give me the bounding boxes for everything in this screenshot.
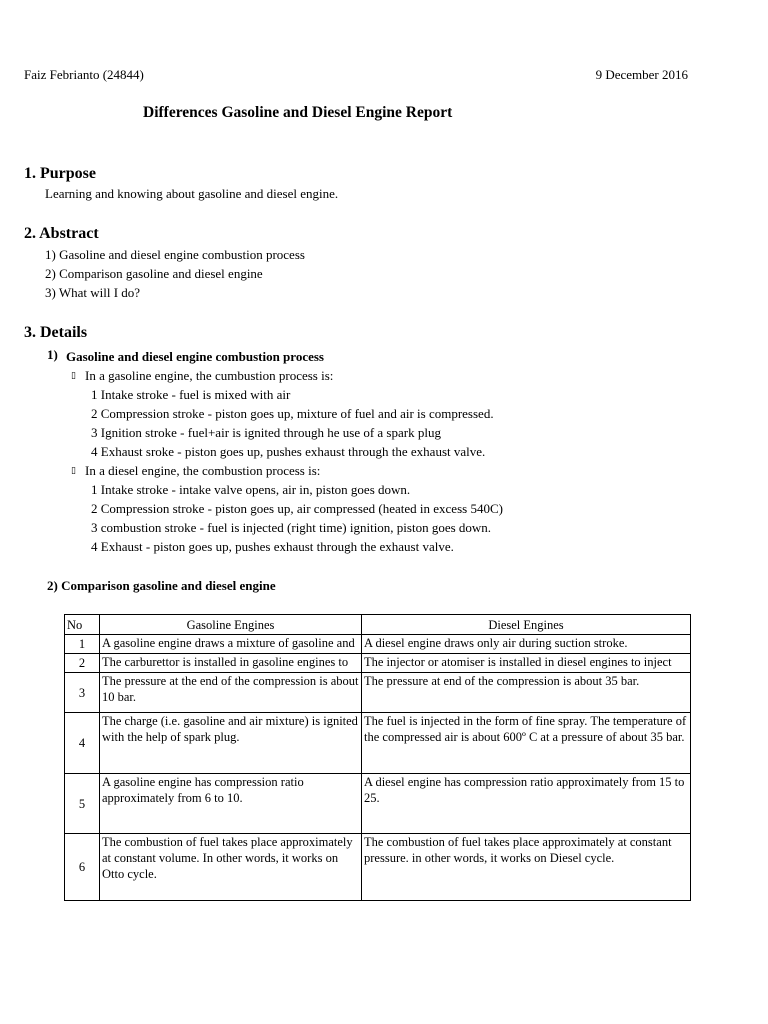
diesel-cell-text: The injector or atomiser is installed in diesel engines to inject [364, 655, 672, 669]
diesel-cell [362, 673, 691, 713]
gasoline-step: 3 Ignition stroke - fuel+air is ignited through he use of a spark plug [91, 425, 441, 440]
abstract-item: 1) Gasoline and diesel engine combustion process [45, 247, 305, 262]
gasoline-step: 2 Compression stroke - piston goes up, mixture of fuel and air is compressed. [91, 406, 494, 421]
gasoline-step: 1 Intake stroke - fuel is mixed with air [91, 387, 291, 402]
details-heading: 3. Details [24, 324, 88, 341]
table-header-row [65, 615, 691, 635]
diesel-cell-text: A diesel engine has compression ratio approximately from 15 to 25. [364, 775, 685, 805]
diesel-cell-text: The combustion of fuel takes place approximately at constant pressure. in other words, it works on Diesel cycle. [364, 835, 672, 865]
gasoline-cell [100, 673, 362, 713]
purpose-heading: 1. Purpose [24, 165, 96, 182]
gasoline-cell-text: The combustion of fuel takes place approximately at constant volume. In other words, it works on Otto cycle. [102, 835, 353, 881]
table-row [65, 654, 691, 673]
table-header-gasoline: Gasoline Engines [100, 615, 362, 635]
author-line: Faiz Febrianto (24844) [24, 67, 144, 82]
abstract-item: 3) What will I do? [45, 285, 141, 300]
row-number: 3 [65, 673, 100, 713]
row-number: 2 [65, 654, 100, 673]
gasoline-cell-text: A gasoline engine has compression ratio approximately from 6 to 10. [102, 775, 304, 805]
diesel-step: 4 Exhaust - piston goes up, pushes exhaust through the exhaust valve. [91, 539, 454, 554]
row-number: 6 [65, 834, 100, 901]
diesel-cell-text: A diesel engine draws only air during suction stroke. [364, 636, 628, 650]
row-number: 1 [65, 635, 100, 654]
gasoline-cell [100, 774, 362, 834]
diesel-cell [362, 635, 691, 654]
comparison-table [64, 614, 691, 901]
gasoline-cell [100, 635, 362, 654]
diesel-cell [362, 654, 691, 673]
bullet-icon: ▯ [71, 371, 76, 381]
table-row [65, 673, 691, 713]
table-row [65, 635, 691, 654]
gasoline-intro: In a gasoline engine, the cumbustion process is: [85, 368, 334, 383]
gasoline-cell-text: A gasoline engine draws a mixture of gasoline and [102, 636, 355, 650]
diesel-step: 1 Intake stroke - intake valve opens, air in, piston goes down. [91, 482, 411, 497]
gasoline-cell-text: The charge (i.e. gasoline and air mixture) is ignited with the help of spark plug. [102, 714, 358, 744]
diesel-cell-text: The pressure at end of the compression is about 35 bar. [364, 674, 640, 688]
subsection-number: 1) [47, 347, 58, 362]
gasoline-cell-text: The pressure at the end of the compression is about 10 bar. [102, 674, 359, 704]
bullet-icon: ▯ [71, 466, 76, 476]
diesel-step: 2 Compression stroke - piston goes up, air compressed (heated in excess 540C) [91, 501, 503, 516]
report-title: Differences Gasoline and Diesel Engine Report [143, 104, 453, 121]
diesel-cell [362, 713, 691, 774]
diesel-cell [362, 774, 691, 834]
table-row [65, 834, 691, 901]
table-row [65, 774, 691, 834]
gasoline-cell [100, 654, 362, 673]
row-number: 4 [65, 713, 100, 774]
gasoline-cell [100, 834, 362, 901]
subsection-title: Gasoline and diesel engine combustion process [66, 349, 324, 364]
diesel-cell-text: The fuel is injected in the form of fine spray. The temperature of the compressed air is about 600º C at a pressure of about 35 bar. [364, 714, 687, 744]
report-date: 9 December 2016 [595, 67, 688, 82]
purpose-text: Learning and knowing about gasoline and diesel engine. [45, 186, 339, 201]
abstract-item: 2) Comparison gasoline and diesel engine [45, 266, 263, 281]
subsection-title: 2) Comparison gasoline and diesel engine [47, 578, 276, 593]
gasoline-cell-text: The carburettor is installed in gasoline engines to [102, 655, 349, 669]
table-header-diesel: Diesel Engines [362, 615, 691, 635]
gasoline-step: 4 Exhaust sroke - piston goes up, pushes exhaust through the exhaust valve. [91, 444, 486, 459]
table-header-no: No [65, 615, 100, 635]
diesel-intro: In a diesel engine, the combustion process is: [85, 463, 321, 478]
gasoline-cell [100, 713, 362, 774]
row-number: 5 [65, 774, 100, 834]
abstract-heading: 2. Abstract [24, 225, 99, 242]
diesel-step: 3 combustion stroke - fuel is injected (right time) ignition, piston goes down. [91, 520, 492, 535]
table-row [65, 713, 691, 774]
diesel-cell [362, 834, 691, 901]
